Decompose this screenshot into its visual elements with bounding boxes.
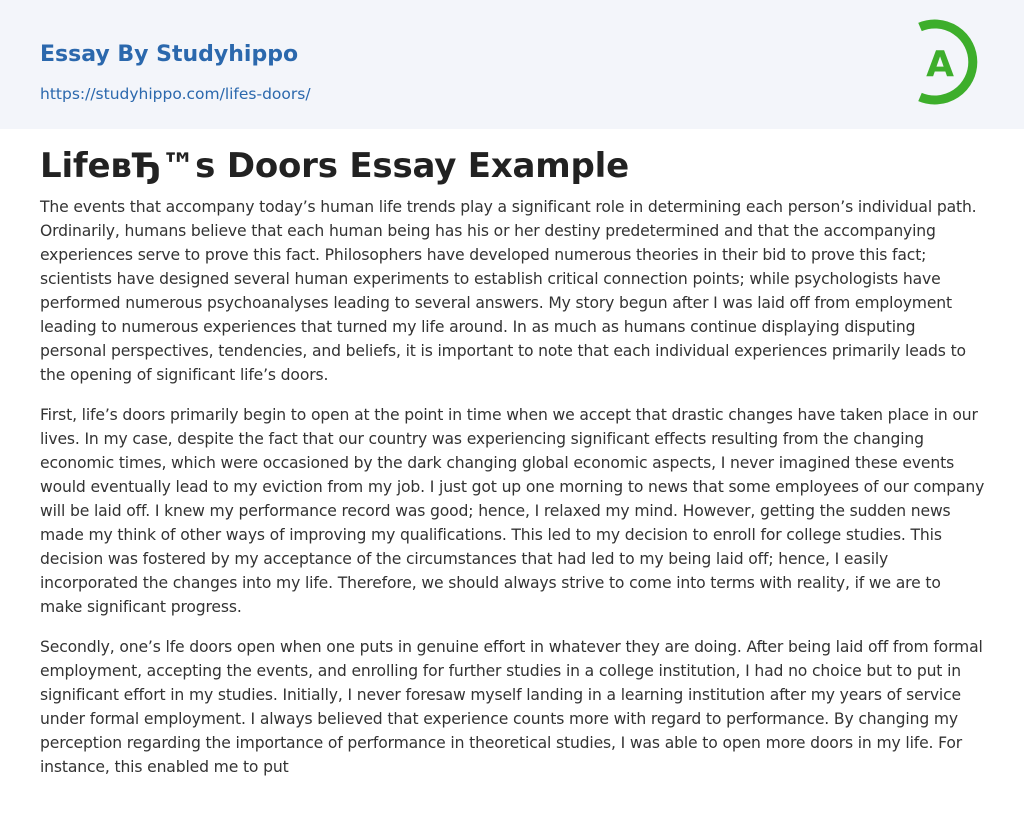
logo-letter: A <box>926 44 954 85</box>
page-title: LifeвЂ™s Doors Essay Example <box>40 146 629 186</box>
paragraph-3: Secondly, one’s lfe doors open when one puts in genuine effort in whatever they are doing. After being laid off from formal employment, accepting the events, and enrolling for further studies in a college institution, I had no choice but to put in significant effort in my studies. Initially, I never foresaw myself landing in a learning institution after my years of service under formal employment. I always believed that experience counts more with regard to performance. By changing my perception regarding the importance of performance in theoretical studies, I was able to open more doors in my life. For instance, this enabled me to put <box>40 638 983 776</box>
article-body <box>40 195 985 795</box>
article-url-link[interactable]: https://studyhippo.com/lifes-doors/ <box>40 85 311 103</box>
paragraph-2: First, life’s doors primarily begin to open at the point in time when we accept that drastic changes have taken place in our lives. In my case, despite the fact that our country was experiencing significant effects resulting from the changing economic times, which were occasioned by the dark changing global economic aspects, I never imagined these events would eventually lead to my eviction from my job. I just got up one morning to news that some employees of our company will be laid off. I knew my performance record was good; hence, I relaxed my mind. However, getting the sudden news made my think of other ways of improving my qualifications. This led to my decision to enroll for college studies. This decision was fostered by my acceptance of the circumstances that had led to my being laid off; hence, I easily incorporated the changes into my life. Therefore, we should always strive to come into terms with reality, if we are to make significant progress. <box>40 406 985 616</box>
site-header <box>0 0 1024 129</box>
site-brand[interactable]: Essay By Studyhippo <box>40 42 299 67</box>
paragraph-1: The events that accompany today’s human life trends play a significant role in determining each person’s individual path. Ordinarily, humans believe that each human being has his or her destiny predetermined and that the accompanying experiences serve to prove this fact. Philosophers have developed numerous theories in their bid to prove this fact; scientists have designed several human experiments to establish critical connection points; while psychologists have performed numerous psychoanalyses leading to several answers. My story begun after I was laid off from employment leading to numerous experiences that turned my life around. In as much as humans continue displaying disputing personal perspectives, tendencies, and beliefs, it is important to note that each individual experiences primarily leads to the opening of significant life’s doors. <box>40 198 977 384</box>
circle-a-logo-icon[interactable] <box>910 18 988 106</box>
